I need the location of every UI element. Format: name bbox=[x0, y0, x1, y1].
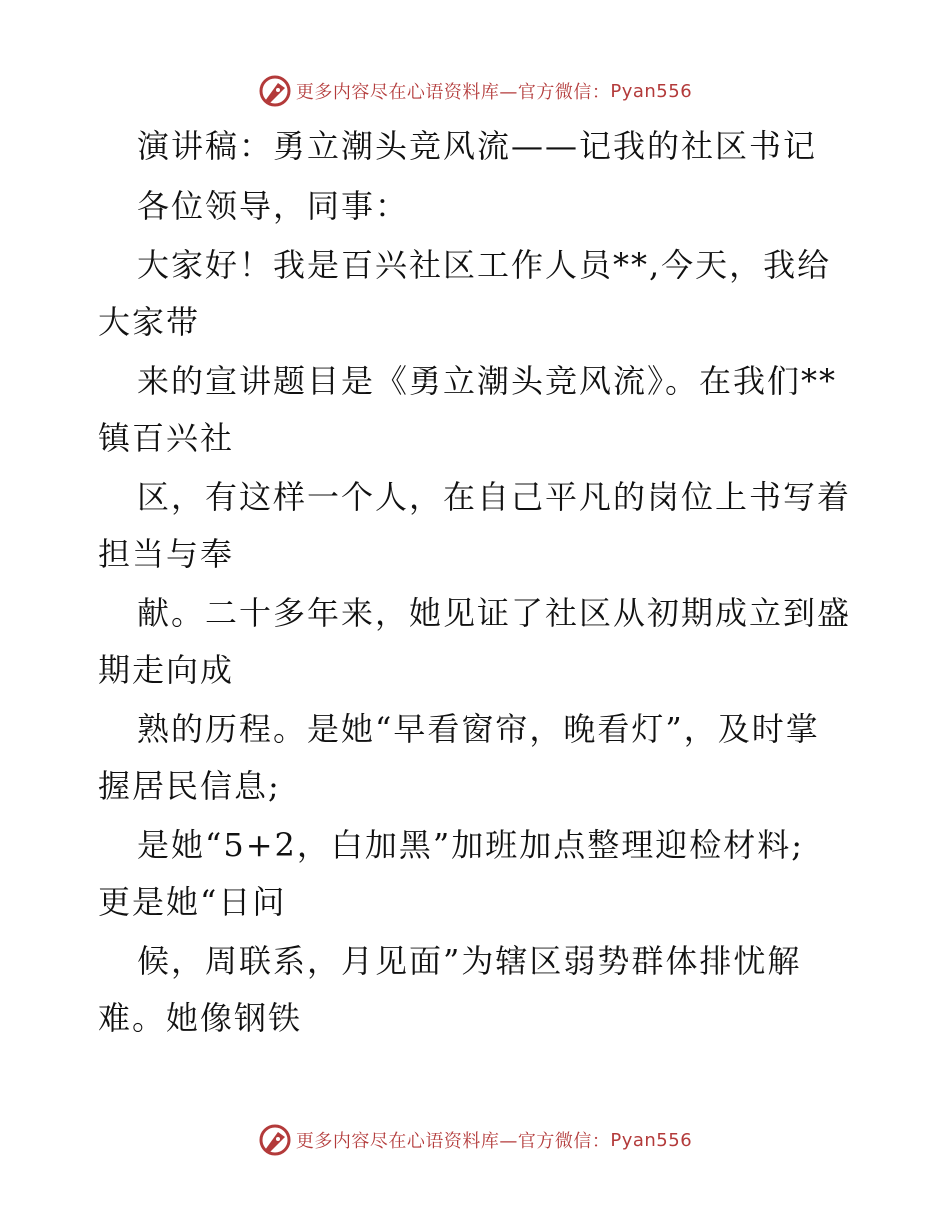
doc-line: 握居民信息; bbox=[98, 767, 281, 805]
pen-nib-logo-icon bbox=[258, 1123, 292, 1157]
header-site-text: 更多内容尽在心语资料库—官方微信： bbox=[295, 82, 611, 103]
doc-line: 难。她像钢铁 bbox=[98, 999, 303, 1037]
footer-wechat-id: Pyan556 bbox=[610, 1129, 693, 1151]
doc-line: 更是她“日问 bbox=[98, 883, 287, 921]
header-wechat-id: Pyan556 bbox=[610, 80, 693, 102]
doc-line: 担当与奉 bbox=[98, 535, 235, 573]
doc-line: 是她“5+2，白加黑”加班加点整理迎检材料; bbox=[137, 826, 805, 864]
doc-line: 镇百兴社 bbox=[98, 419, 235, 457]
doc-line: 各位领导，同事： bbox=[137, 187, 410, 225]
footer-banner bbox=[0, 1120, 950, 1160]
doc-title: 演讲稿：勇立潮头竞风流——记我的社区书记 bbox=[137, 127, 818, 165]
doc-line: 大家好！我是百兴社区工作人员**,今天，我给 bbox=[137, 246, 832, 284]
doc-line: 大家带 bbox=[98, 303, 201, 341]
footer-site-text: 更多内容尽在心语资料库—官方微信： bbox=[295, 1131, 611, 1152]
doc-line: 熟的历程。是她“早看窗帘，晚看灯”，及时掌 bbox=[137, 710, 820, 748]
doc-line: 候，周联系，月见面”为辖区弱势群体排忧解 bbox=[137, 942, 802, 980]
doc-line: 献。二十多年来，她见证了社区从初期成立到盛 bbox=[137, 594, 852, 632]
doc-line: 来的宣讲题目是《勇立潮头竞风流》。在我们** bbox=[137, 362, 838, 400]
doc-line: 区，有这样一个人，在自己平凡的岗位上书写着 bbox=[137, 478, 852, 516]
pen-nib-logo-icon bbox=[258, 74, 292, 108]
doc-line: 期走向成 bbox=[98, 651, 235, 689]
header-banner bbox=[0, 71, 950, 111]
